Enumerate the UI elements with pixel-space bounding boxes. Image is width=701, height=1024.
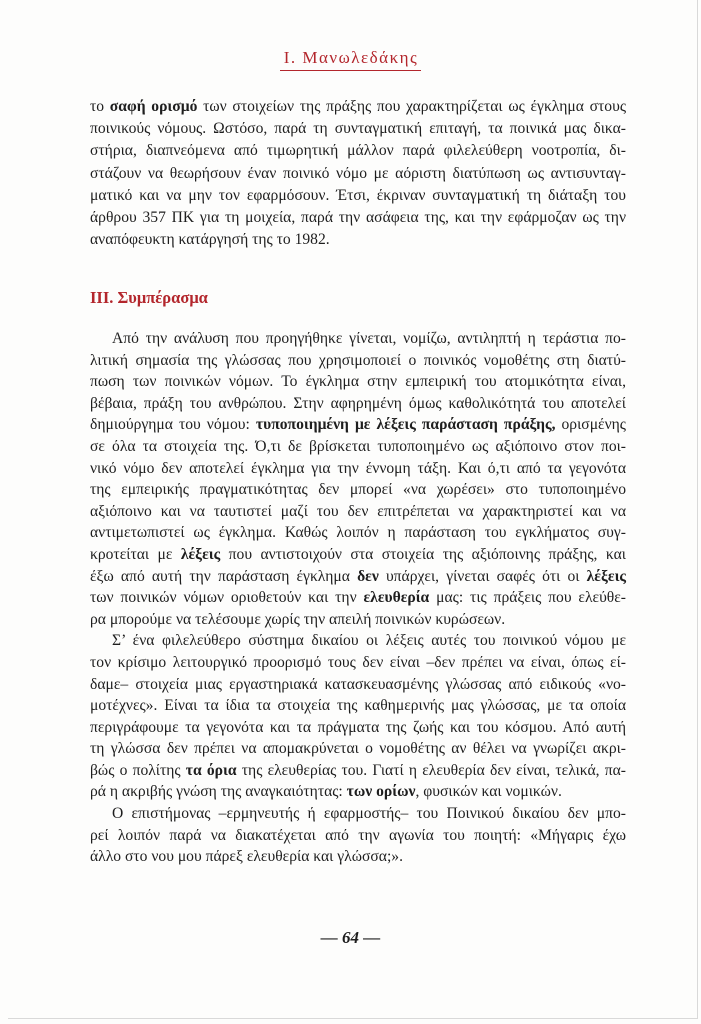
- text-segment: της εμπειρικής πραγματικότητας δεν μπορεί «να χωρέσει» στο τυποποιημένο: [90, 481, 626, 499]
- text-line: [90, 652, 626, 674]
- text-line: [90, 479, 626, 501]
- text-line: [90, 803, 626, 825]
- line-text: [90, 209, 626, 226]
- text-line: [90, 414, 626, 436]
- text-line: [90, 738, 626, 760]
- line-text: [90, 395, 626, 412]
- text-line: [90, 96, 626, 118]
- line-text: [90, 187, 626, 204]
- text-line: [90, 328, 626, 350]
- text-line: [90, 350, 626, 372]
- line-text: [90, 827, 626, 844]
- text-line: [90, 436, 626, 458]
- text-segment: που αντιστοιχούν στα στοιχεία της αξιόποινης πράξης, και: [220, 545, 626, 563]
- text-segment: ορισμένης: [555, 416, 626, 434]
- bold-text: δεν: [357, 567, 379, 585]
- text-segment: της ελευθερίας του. Γιατί η ελευθερία δεν είναι, τελικά, πα-: [236, 761, 626, 779]
- text-line: [90, 674, 626, 696]
- text-segment: άρθρου 357 ΠΚ για τη μοιχεία, παρά την ασάφεια της, και την εφάρμοζαν ως την: [90, 208, 626, 226]
- text-segment: Από την ανάλυση που προηγήθηκε γίνεται, νομίζω, αντιληπτή η τεράστια πο-: [112, 330, 626, 347]
- line-text: [90, 654, 626, 671]
- bold-text: σαφή ορισμό: [109, 98, 198, 115]
- text-segment: βώς ο πολίτης: [90, 761, 186, 779]
- text-line: [90, 501, 626, 523]
- text-segment: νικό νόμο δεν αποτελεί έγκλημα για την έννομη τάξη. Και ό,τι από τα γεγονότα: [90, 459, 626, 477]
- line-text: [90, 762, 626, 779]
- text-segment: στάζουν να θεωρήσουν έναν ποινικό νόμο με αόριστη διατύπωση ως αντισυνταγ-: [90, 164, 626, 182]
- line-text: [90, 740, 626, 757]
- text-segment: αναπόφευκτη κατάργησή της το 1982.: [90, 231, 330, 249]
- line-text: [90, 352, 626, 369]
- text-segment: μας: τις πράξεις που ελεύθε-: [429, 589, 626, 607]
- text-segment: έξω από αυτή την παράσταση έγκλημα: [90, 567, 358, 585]
- line-text: [90, 589, 626, 606]
- text-segment: τον κρίσιμο λειτουργικό προορισμό τους δεν είναι –δεν πρέπει να είναι, όπως εί-: [90, 653, 626, 671]
- text-line: [90, 717, 626, 739]
- bold-text: λέξεις: [586, 567, 626, 585]
- paragraph: [90, 803, 626, 868]
- line-text: [90, 416, 626, 433]
- line-text: [90, 231, 330, 248]
- text-line: [90, 371, 626, 393]
- line-text: [90, 719, 626, 736]
- text-segment: Σ’ ένα φιλελεύθερο σύστημα δικαίου οι λέξεις αυτές του ποινικού νόμου με: [112, 632, 626, 650]
- text-segment: ματικό και να μην τον εφαρμόσουν. Έτσι, έκριναν συνταγματική τη διάταξη του: [90, 186, 626, 204]
- text-segment: δαμε– στοιχεία μιας εργαστηριακά κατασκευασμένης γλώσσας από ειδικούς «νο-: [90, 675, 626, 693]
- bold-text: τυποποιημένη με λέξεις παράσταση πράξης,: [255, 416, 556, 434]
- text-segment: άλλο στο νου μου πάρεξ ελευθερία και γλώσσα;».: [90, 848, 403, 866]
- line-text: [90, 524, 626, 541]
- text-segment: αντιμετωπιστεί ως έγκλημα. Καθώς λοιπόν η παράσταση του εγκλήματος συγ-: [90, 524, 626, 542]
- section-body: [90, 328, 626, 868]
- line-text: [90, 611, 505, 628]
- text-line: [90, 760, 626, 782]
- line-text: [90, 481, 626, 498]
- text-segment: ρα μπορούμε να τελέσουμε χωρίς την απειλή ποινικών κυρώσεων.: [90, 610, 506, 628]
- text-segment: ρεί λοιπόν παρά να διακατέχεται από την αγωνία του ποιητή: «Μήγαρις έχω: [90, 826, 626, 844]
- text-line: [90, 118, 626, 140]
- text-line: [90, 185, 626, 207]
- text-segment: κροτείται με: [90, 545, 181, 563]
- paragraph: [90, 328, 626, 630]
- page-number: — 64 —: [320, 928, 381, 947]
- text-line: [90, 393, 626, 415]
- text-line: [90, 163, 626, 185]
- text-segment: στήρια, διαπνεόμενα από τιμωρητική μάλλον παρά φιλελεύθερη νοοτροπία, δι-: [90, 142, 626, 160]
- line-text: [90, 373, 626, 390]
- text-segment: περιγράφουμε τα γεγονότα και τα πράγματα της ζωής και του κόσμου. Από αυτή: [90, 718, 626, 736]
- line-text: [90, 438, 626, 455]
- bold-text: λέξεις: [180, 545, 221, 563]
- running-header-text: Ι. Μανωλεδάκης: [280, 48, 422, 71]
- text-line: [90, 630, 626, 652]
- text-segment: σε όλα τα στοιχεία της. Ό,τι δε βρίσκεται τυποποιημένο ως αξιόποινο στον ποι-: [90, 437, 626, 455]
- line-text: [90, 98, 626, 115]
- bold-text: ελευθερία: [363, 589, 430, 607]
- text-segment: των ποινικών νόμων οριοθετούν και την: [90, 589, 364, 607]
- text-line: [90, 695, 626, 717]
- text-line: [90, 587, 626, 609]
- text-segment: , φυσικών και νομικών.: [415, 783, 562, 801]
- running-header: [0, 48, 701, 71]
- text-line: [90, 566, 626, 588]
- bold-text: τα όρια: [185, 761, 237, 779]
- text-line: [90, 544, 626, 566]
- text-line: [90, 825, 626, 847]
- text-segment: πωση των ποινικών νόμων. Το έγκλημα στην εμπειρική του ατομικότητα είναι,: [90, 373, 626, 391]
- text-line: [90, 522, 626, 544]
- line-text: [112, 330, 626, 347]
- text-segment: μοτέχνες». Είναι τα ίδια τα στοιχεία της καθημερινής μας γλώσσας, με τα οποία: [90, 697, 626, 715]
- line-text: [90, 546, 626, 563]
- line-text: [90, 783, 562, 800]
- text-line: [90, 207, 626, 229]
- text-line: [90, 458, 626, 480]
- line-text: [90, 697, 626, 714]
- line-text: [90, 568, 626, 585]
- text-segment: δημιούργημα του νόμου:: [90, 416, 256, 434]
- paragraph: [90, 630, 626, 803]
- line-text: [112, 805, 626, 822]
- text-line: [90, 781, 626, 803]
- section-heading: III. Συμπέρασμα: [90, 288, 208, 307]
- text-segment: αξιόποινο και να ταυτιστεί μαζί του δεν επιτρέπεται να χαρακτηριστεί και να: [90, 502, 626, 520]
- line-text: [112, 632, 626, 649]
- text-segment: λιτική σημασία της γλώσσας που χρησιμοποιεί ο ποινικός νομοθέτης στη διατύ-: [90, 351, 626, 369]
- line-text: [90, 142, 626, 159]
- line-text: [90, 460, 626, 477]
- text-line: [90, 846, 626, 868]
- line-text: [90, 503, 626, 520]
- text-line: [90, 229, 626, 251]
- text-line: [90, 609, 626, 631]
- text-segment: ποινικούς νόμους. Ωστόσο, παρά τη συνταγματική επιταγή, τα ποινικά μας δικα-: [90, 120, 626, 138]
- text-segment: βέβαια, πράξη του ανθρώπου. Στην αφηρημένη όμως καθολικότητά του αποτελεί: [90, 394, 626, 412]
- text-segment: Ο επιστήμονας –ερμηνευτής ή εφαρμοστής– του Ποινικού δικαίου δεν μπο-: [112, 805, 626, 823]
- paragraph-continued: [90, 96, 626, 251]
- text-segment: υπάρχει, γίνεται σαφές ότι οι: [378, 567, 587, 585]
- text-segment: το: [90, 98, 110, 115]
- text-segment: ρά η ακριβής γνώση της αναγκαιότητας:: [90, 783, 347, 801]
- line-text: [90, 848, 403, 865]
- text-segment: των στοιχείων της πράξης που χαρακτηρίζεται ως έγκλημα στους: [197, 98, 626, 115]
- text-line: [90, 140, 626, 162]
- line-text: [90, 165, 626, 182]
- text-segment: τη γλώσσα δεν πρέπει να απομακρύνεται ο νομοθέτης αν θέλει να γνωρίζει ακρι-: [90, 740, 626, 758]
- bold-text: των ορίων: [346, 783, 416, 801]
- line-text: [90, 120, 626, 137]
- line-text: [90, 676, 626, 693]
